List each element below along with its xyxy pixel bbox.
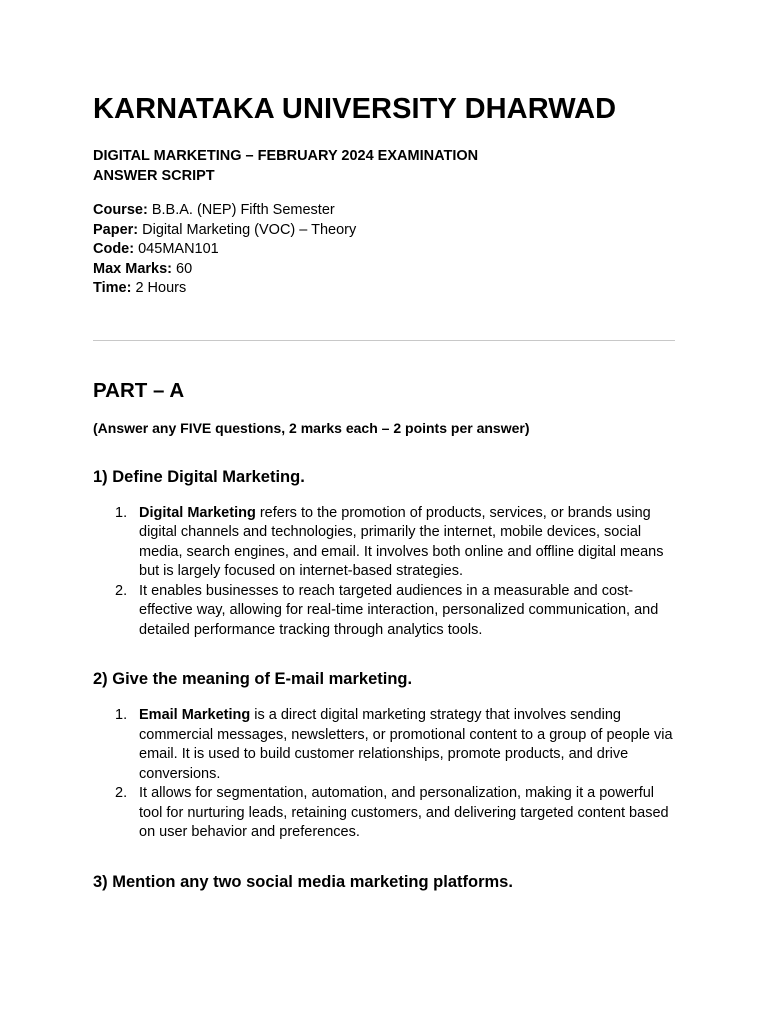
answer-item	[93, 784, 675, 843]
answer-number: 2.	[115, 785, 128, 801]
question-heading: 2) Give the meaning of E-mail marketing.	[93, 670, 413, 688]
question-heading: 3) Mention any two social media marketing platforms.	[93, 872, 513, 891]
answer-number: 1.	[115, 504, 128, 521]
meta-max-marks: Max Marks: 60	[93, 260, 193, 277]
university-title: KARNATAKA UNIVERSITY DHARWAD	[93, 93, 617, 125]
answer-term: Digital Marketing	[139, 504, 256, 521]
question-heading: 1) Define Digital Marketing.	[93, 467, 305, 486]
answer-item	[93, 706, 675, 784]
answer-list	[93, 504, 675, 641]
answer-term: Email Marketing	[139, 707, 251, 723]
exam-title: DIGITAL MARKETING – FEBRUARY 2024 EXAMINATION	[93, 148, 479, 164]
answer-text: refers to the promotion of products, services, or brands using digital channels and technologies, primarily the internet, mobile devices, social media, search engines, and email. It involves both online and offline digital means but is largely focused on internet-based strategies.	[139, 504, 664, 579]
answer-text: It enables businesses to reach targeted audiences in a measurable and cost-effective way, allowing for real-time interaction, personalized communication, and detailed performance tracking through analytics tools.	[139, 582, 659, 638]
meta-course: Course: B.B.A. (NEP) Fifth Semester	[93, 202, 335, 218]
answer-number: 2.	[115, 582, 128, 599]
meta-paper: Paper: Digital Marketing (VOC) – Theory	[93, 221, 357, 238]
answer-text: is a direct digital marketing strategy that involves sending commercial messages, newsletters, or promotional content to a group of people via email. It is used to build customer relationships, promote products, and drive conversions.	[139, 707, 673, 782]
exam-meta	[93, 201, 675, 299]
meta-time: Time: 2 Hours	[93, 280, 187, 296]
answer-text: It allows for segmentation, automation, and personalization, making it a powerful tool for nurturing leads, retaining customers, and delivering targeted content based on user behavior and preferences.	[139, 785, 669, 840]
part-title: PART – A	[93, 378, 185, 402]
meta-code: Code: 045MAN101	[93, 241, 219, 257]
part-instruction: (Answer any FIVE questions, 2 marks each – 2 points per answer)	[93, 419, 530, 436]
answer-number: 1.	[115, 707, 128, 723]
answer-script-label: ANSWER SCRIPT	[93, 168, 215, 184]
answer-list	[93, 706, 675, 843]
answer-item	[93, 504, 675, 582]
section-divider	[93, 340, 675, 341]
exam-subheading	[93, 146, 675, 186]
answer-item	[93, 582, 675, 641]
